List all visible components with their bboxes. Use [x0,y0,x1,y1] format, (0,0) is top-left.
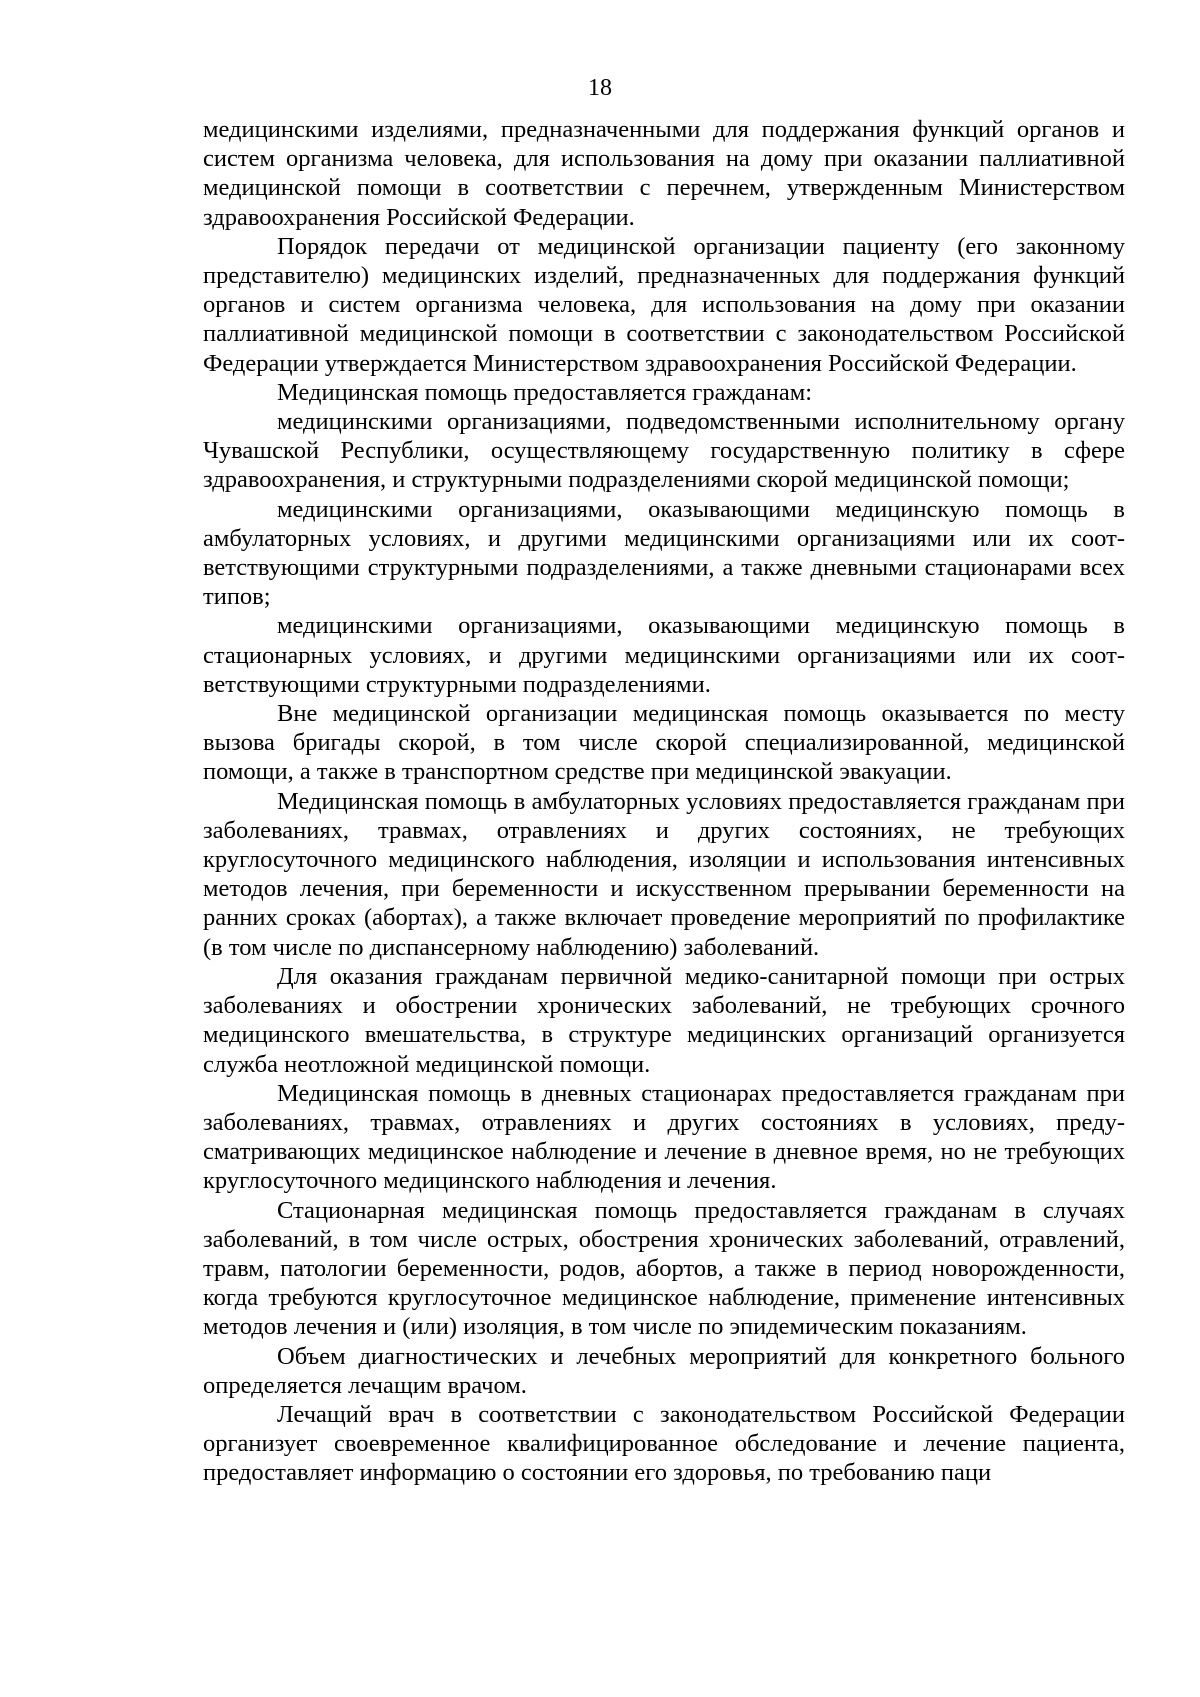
paragraph-outside-organization: Вне медицинской организации медицинская помощь оказывается по месту вызова бригады скорой, в том числе скорой специализированной, медицинской помощи, а также в транспортном средстве при медицинской эвакуации. [203,700,1125,786]
page-number: 18 [588,75,612,101]
paragraph-scope-determined: Объем диагностических и лечебных мероприятий для конкретного больного определяется лечащим врачом. [203,1342,1125,1399]
paragraph-continuation: медицинскими изделиями, предназначенными для поддержания функций органов и систем организма человека, для использования на дому при оказании паллиативной медицинской помощи в соответствии с перечнем, утвержденным Министерством здравоохранения Российской Федерации. [203,116,1125,231]
document-body [203,115,1125,1488]
paragraph-providers-intro: Медицинская помощь предоставляется гражданам: [277,378,813,406]
paragraph-attending-physician: Лечащий врач в соответствии с законодательством Российской Федерации организует своевременное квалифицированное обследование и лечение пациента, предоставляет информацию о состоянии его здоровья, по требованию паци [203,1400,1125,1487]
paragraph-providers-emergency: медицинскими организациями, подведомственными исполнительному органу Чувашской Республики, осуществляющему государственную политику в сфере здравоохранения, и структурными подразделениями скорой медицинской помощи; [203,408,1125,494]
paragraph-outpatient-care: Медицинская помощь в амбулаторных условиях предоставляется гражданам при заболеваниях, травмах, отравлениях и других состояниях, не требующих круглосуточного медицинского наблюдения, изоляции и использования интенсивных методов лечения, при беременности и искусственном прерывании беременности на ранних сроках (абортах), а также включает проведение мероприятий по профилактике (в том числе по диспансерному наблюдению) заболеваний. [203,787,1125,961]
paragraph-day-hospital: Медицинская помощь в дневных стационарах предоставляется гражданам при заболеваниях, травмах, отравлениях и других состояниях в условиях, предусматривающих медицинское наблюдение и лечение в дневное время, но не требующих круглосуточного медицинского наблюдения и лечения. [203,1079,1125,1195]
paragraph-urgent-care-service: Для оказания гражданам первичной медико-санитарной помощи при острых заболеваниях и обострении хронических заболеваний, не требующих срочного медицинского вмешательства, в структуре медицинских организаций организуется служба неотложной медицинской помощи. [203,962,1125,1078]
paragraph-inpatient-care: Стационарная медицинская помощь предоставляется гражданам в случаях заболеваний, в том числе острых, обострения хронических заболеваний, отравлений, травм, патологии беременности, родов, абортов, а также в период новорожденности, когда требуются круглосуточное медицинское наблюдение, применение интенсивных методов лечения и (или) изоляция, в том числе по эпидемическим показаниям. [203,1196,1125,1341]
paragraph-providers-outpatient: медицинскими организациями, оказывающими медицинскую помощь в амбулаторных условиях, и другими медицинскими организациями или их соответствующими структурными подразделениями, а также дневными стационарами всех типов; [203,495,1125,611]
paragraph-providers-inpatient: медицинскими организациями, оказывающими медицинскую помощь в стационарных условиях, и другими медицинскими организациями или их соответствующими структурными подразделениями. [203,612,1125,698]
paragraph-transfer-procedure: Порядок передачи от медицинской организации пациенту (его законному представителю) медицинских изделий, предназначенных для поддержания функций органов и систем организма человека, для использования на дому при оказании паллиативной медицинской помощи в соответствии с законодательством Российской Федерации утверждается Министерством здравоохранения Российской Федерации. [203,232,1125,377]
